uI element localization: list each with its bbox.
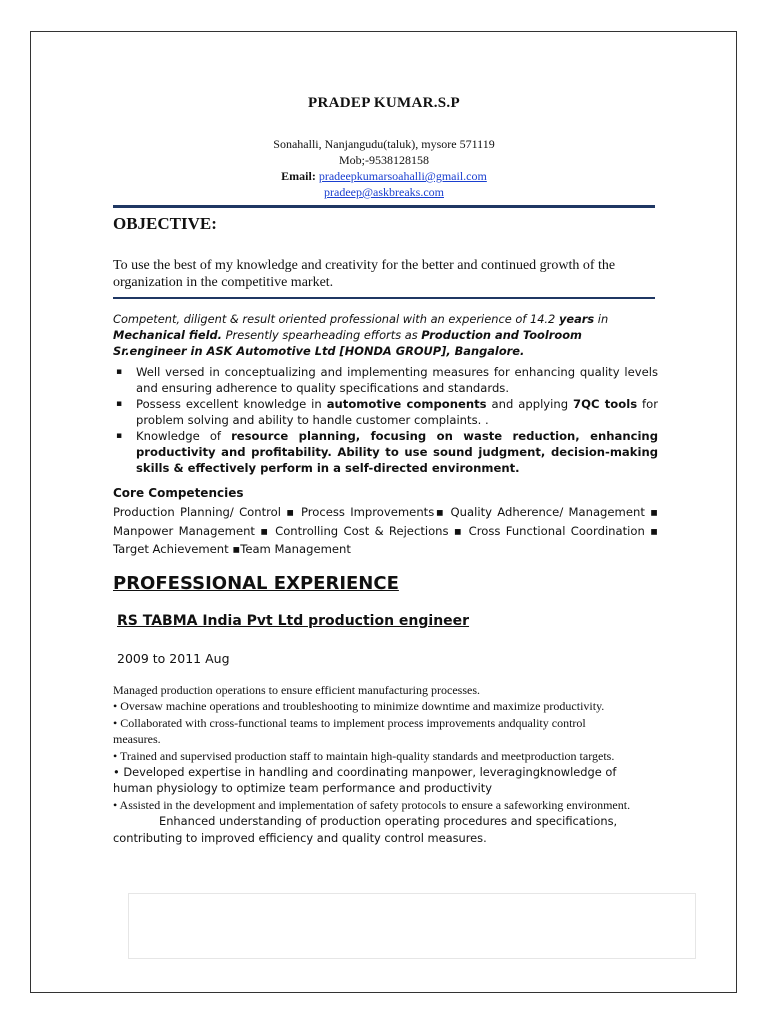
intro-years: years [558, 312, 595, 326]
bullet-text: Well versed in conceptualizing and implementing measures for enhancing quality levels and ensuring adherence to quality specifications and standards. [136, 365, 658, 395]
experience-line: Enhanced understanding of production operating procedures and specifications, contributing to improved efficiency and quality control measures. [113, 814, 618, 845]
email-line-2 [0, 184, 768, 200]
experience-line: Managed production operations to ensure efficient manufacturing processes. [113, 683, 480, 697]
bullet-square-icon: ▪ [116, 431, 123, 441]
mobile: Mob;-9538128158 [339, 153, 429, 167]
list-item [113, 364, 658, 396]
bullet-square-icon: ▪ [116, 367, 123, 377]
company-title: RS TABMA India Pvt Ltd production engineer [117, 613, 470, 629]
core-competencies-text: Production Planning/ Control ▪ Process Improvements▪ Quality Adherence/ Management ▪ Manpower Management ▪ Controlling Cost & Rejections ▪ Cross Functional Coordination ▪ Target Achievement ▪Team Management [113, 505, 658, 556]
header-divider [113, 205, 655, 208]
profile-intro [113, 311, 658, 359]
intro-text-2: in [594, 312, 609, 326]
bullet-text: and applying [486, 397, 574, 411]
bullet-text: Knowledge of [136, 429, 232, 443]
experience-line: • Developed expertise in handling and coordinating manpower, leveragingknowledge of human physiology to optimize team performance and productivity [113, 765, 617, 796]
intro-text-3: Presently spearheading efforts as [222, 328, 422, 342]
experience-details [113, 682, 633, 846]
email-line [0, 168, 768, 184]
bullet-square-icon: ▪ [116, 399, 123, 409]
list-item [113, 428, 658, 476]
experience-line: • Assisted in the development and implementation of safety protocols to ensure a safeworking environment. [113, 797, 631, 812]
address: Sonahalli, Nanjangudu(taluk), mysore 571119 [273, 137, 495, 151]
objective-divider [113, 297, 655, 299]
experience-heading: PROFESSIONAL EXPERIENCE [113, 573, 399, 594]
objective-heading: OBJECTIVE: [113, 214, 217, 233]
email-link-primary[interactable]: pradeepkumarsoahalli@gmail.com [318, 169, 487, 183]
intro-field: Mechanical field. [113, 328, 223, 342]
experience-line: • Collaborated with cross-functional teams to implement process improvements andquality control measures. [113, 715, 586, 747]
empty-text-box [128, 893, 696, 959]
objective-text: To use the best of my knowledge and creativity for the better and continued growth of the organization in the competitive market. [113, 258, 616, 290]
skills-list [113, 364, 658, 476]
list-item [113, 396, 658, 428]
employment-dates: 2009 to 2011 Aug [117, 651, 230, 666]
bullet-bold: 7QC tools [573, 397, 638, 411]
experience-line: • Oversaw machine operations and troubleshooting to minimize downtime and maximize productivity. [113, 699, 605, 714]
intro-text-1: Competent, diligent & result oriented professional with an experience of 14.2 [113, 312, 559, 326]
bullet-bold: automotive components [326, 397, 487, 411]
core-competencies-title: Core Competencies [113, 486, 244, 500]
bullet-bold: resource planning, focusing on waste reduction, enhancing productivity and profitability. Ability to use sound judgment, decision-making skills & effectively perform in a self-directed environment. [136, 429, 658, 475]
candidate-name: PRADEP KUMAR.S.P [308, 95, 460, 111]
experience-line: • Trained and supervised production staff to maintain high-quality standards and meetproduction targets. [113, 748, 615, 763]
bullet-text: Possess excellent knowledge in [136, 397, 327, 411]
email-label: Email: [281, 169, 316, 183]
intro-role: Production and Toolroom Sr.engineer in ASK Automotive Ltd [HONDA GROUP], Bangalore. [113, 328, 582, 358]
email-link-secondary[interactable]: pradeep@askbreaks.com [324, 185, 444, 199]
bullet-text: for problem solving and ability to handle customer complaints. . [136, 397, 658, 427]
